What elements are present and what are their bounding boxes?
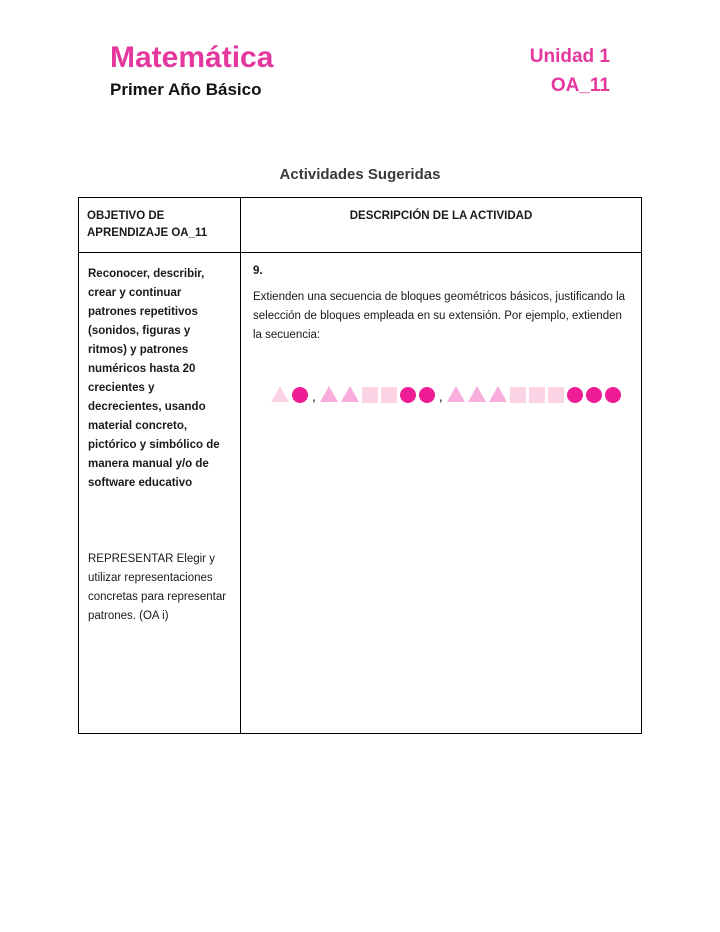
oa-code-label: OA_11 bbox=[550, 75, 610, 96]
section-title: Actividades Sugeridas bbox=[279, 166, 441, 183]
circle-dark-icon bbox=[605, 387, 621, 403]
square-light-icon bbox=[381, 387, 397, 403]
square-light-icon bbox=[548, 387, 564, 403]
level-subtitle: Primer Año Básico bbox=[110, 80, 262, 99]
header-right-block bbox=[530, 44, 610, 98]
square-light-icon bbox=[362, 387, 378, 403]
circle-dark-icon bbox=[586, 387, 602, 403]
circle-dark-icon bbox=[292, 387, 308, 403]
activity-cell bbox=[241, 253, 641, 733]
sequence-separator: , bbox=[438, 388, 443, 404]
table-header-row bbox=[79, 198, 641, 253]
objective-text: Reconocer, describir, crear y continuar patrones repetitivos (sonidos, figuras y ritmos) y patrones numéricos hasta 20 crecientes y decrecientes, usando material concreto, pictórico y simbólico de manera manual y/o de software educativo bbox=[88, 268, 220, 489]
activities-table bbox=[78, 197, 642, 734]
document-header bbox=[0, 40, 720, 120]
table-row bbox=[79, 253, 641, 733]
circle-dark-icon bbox=[419, 387, 435, 403]
activity-number: 9. bbox=[253, 265, 263, 277]
circle-dark-icon bbox=[400, 387, 416, 403]
header-left-block bbox=[110, 40, 273, 101]
circle-dark-icon bbox=[567, 387, 583, 403]
sequence-separator: , bbox=[312, 388, 316, 404]
square-light-icon bbox=[529, 387, 545, 403]
column-header-objective: OBJETIVO DE APRENDIZAJE OA_11 bbox=[79, 198, 241, 252]
triangle-dark-icon bbox=[320, 386, 338, 402]
objective-cell bbox=[79, 253, 241, 733]
triangle-dark-icon bbox=[489, 386, 507, 402]
subject-title: Matemática bbox=[110, 41, 274, 74]
triangle-dark-icon bbox=[447, 386, 465, 402]
shape-sequence bbox=[271, 387, 631, 403]
unit-label: Unidad 1 bbox=[529, 46, 610, 67]
column-header-description: DESCRIPCIÓN DE LA ACTIVIDAD bbox=[349, 210, 533, 222]
triangle-dark-icon bbox=[468, 386, 486, 402]
triangle-light-icon bbox=[271, 386, 289, 402]
square-light-icon bbox=[510, 387, 526, 403]
skill-text: REPRESENTAR Elegir y utilizar representaciones concretas para representar patrones. (OA i) bbox=[88, 553, 227, 622]
activity-text: Extienden una secuencia de bloques geométricos básicos, justificando la selección de bloques empleada en su extensión. Por ejemplo, extienden la secuencia: bbox=[253, 291, 626, 341]
triangle-dark-icon bbox=[341, 386, 359, 402]
